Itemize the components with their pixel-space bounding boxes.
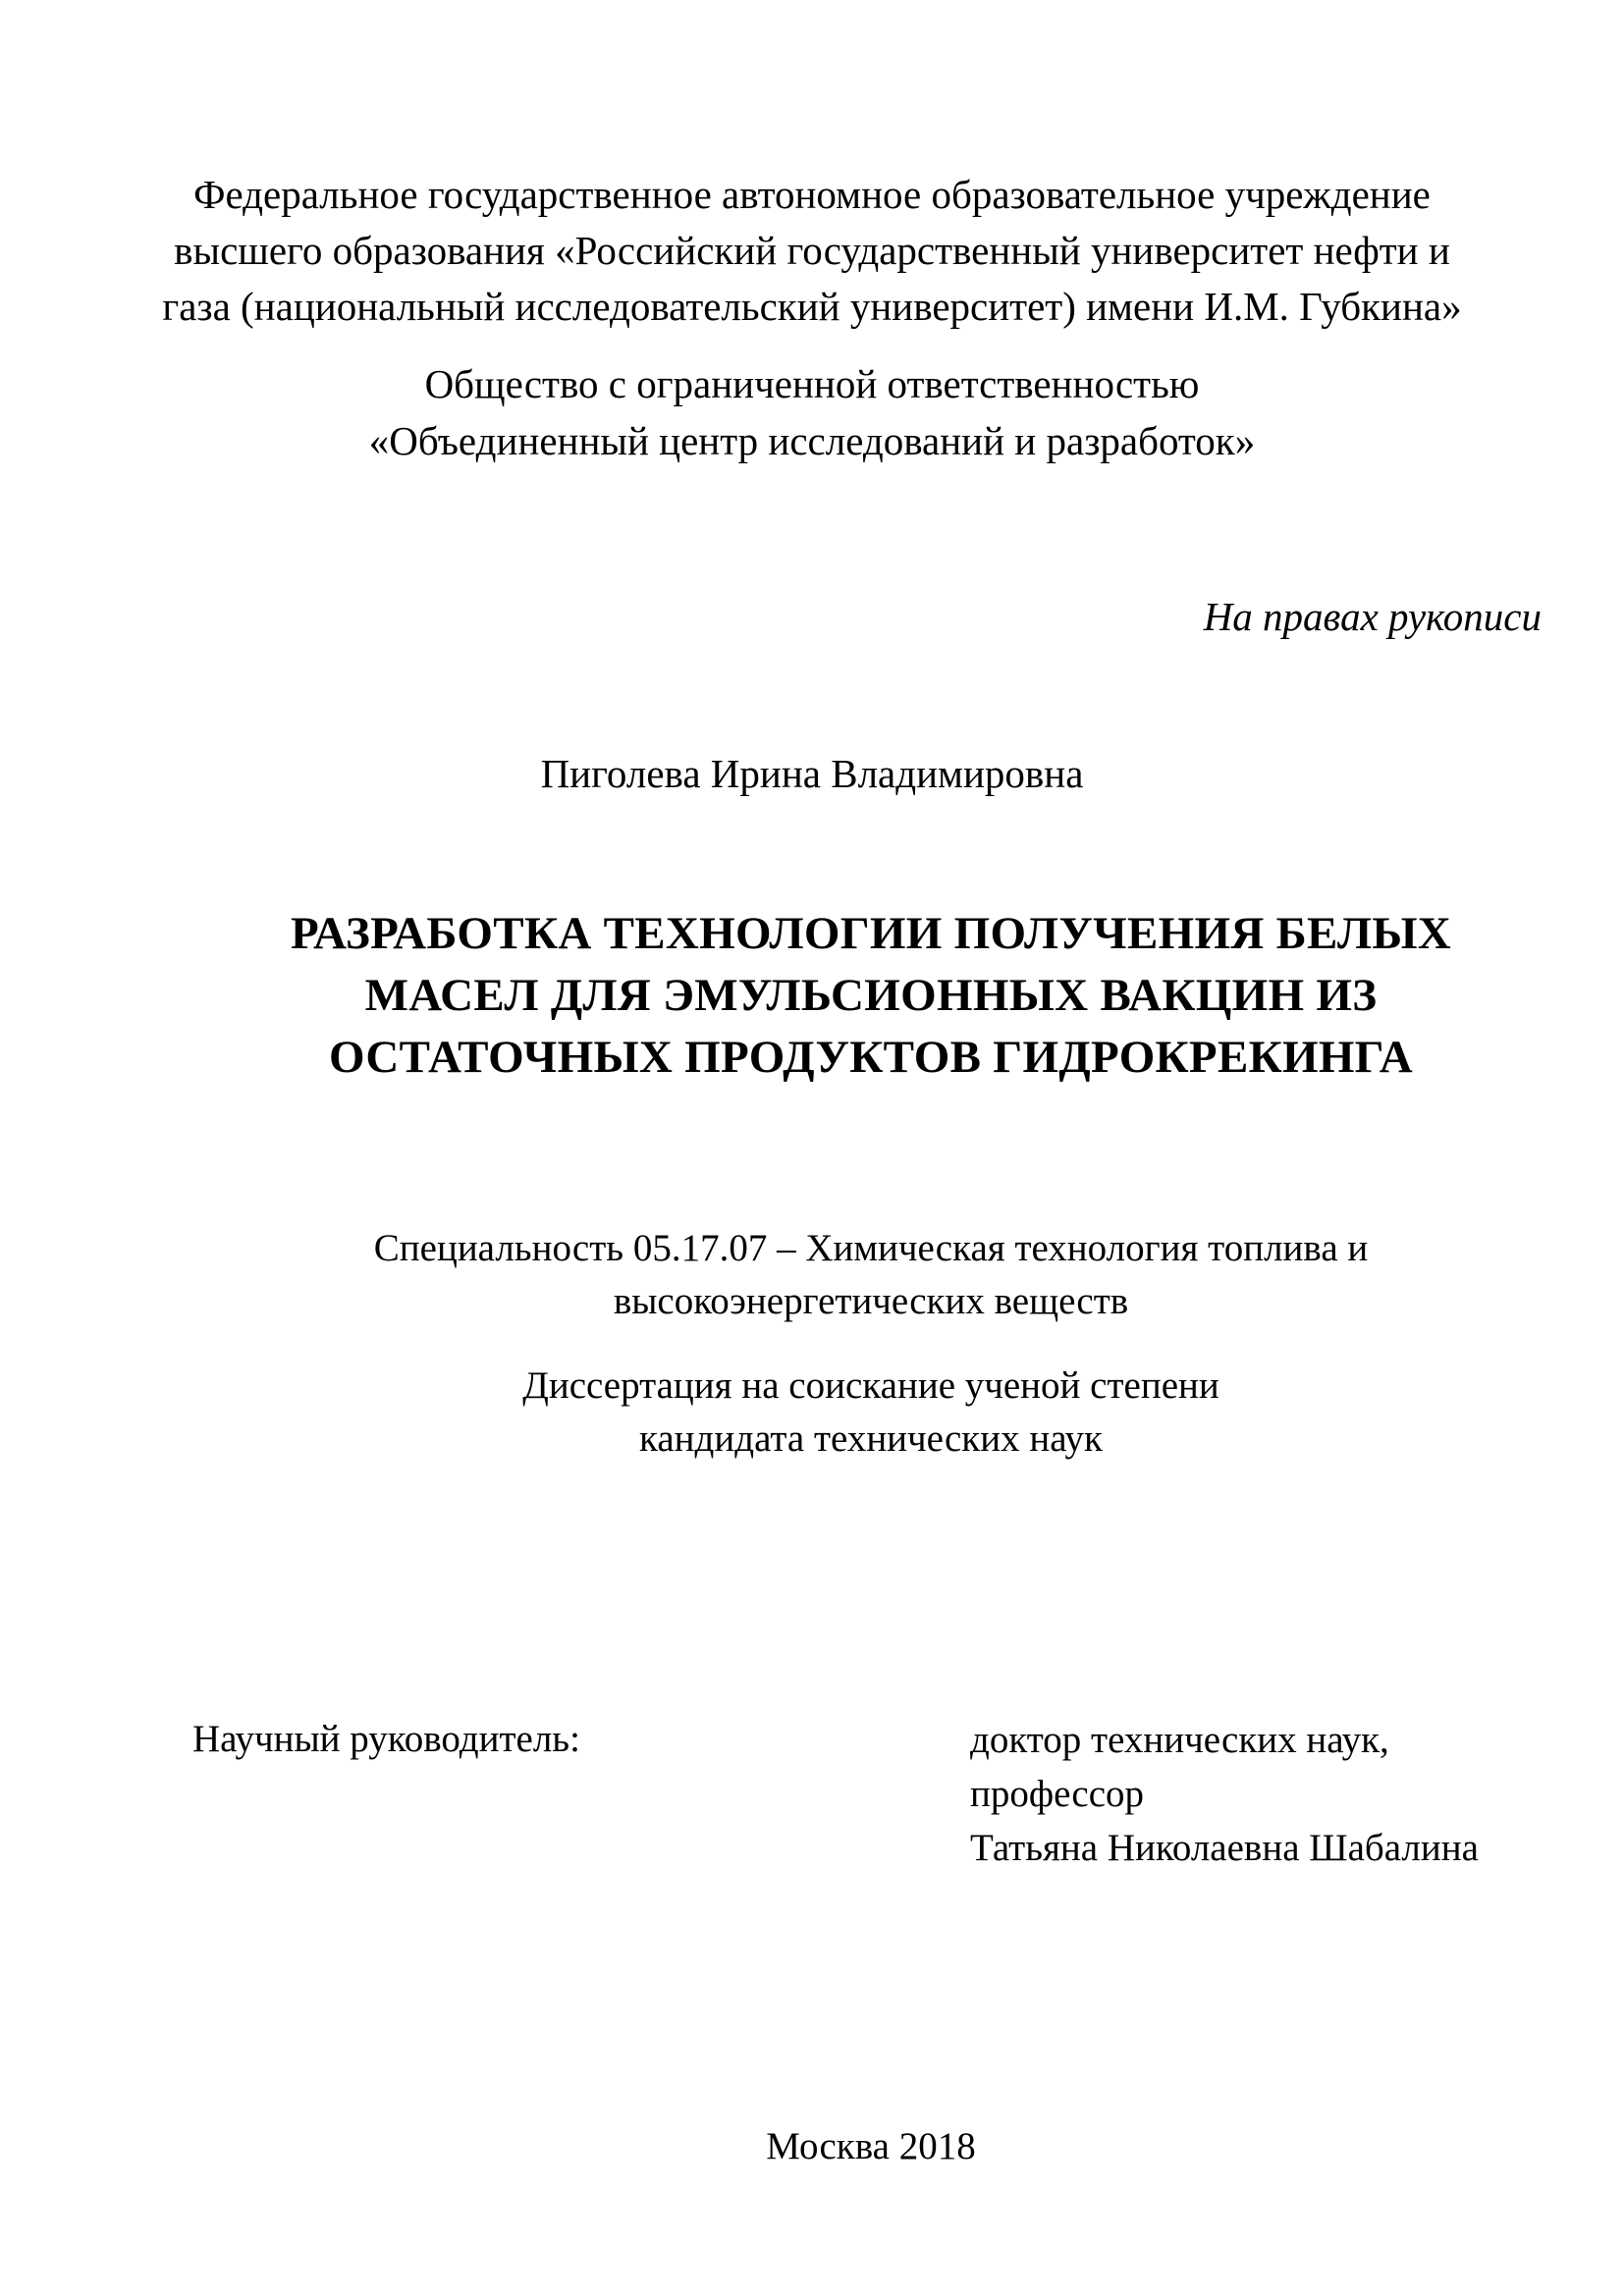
specialty-line: высокоэнергетических веществ: [613, 1280, 1129, 1322]
supervisor-label: Научный руководитель:: [192, 1718, 580, 1760]
university-line: высшего образования «Российский государственный университет нефти и: [174, 228, 1450, 273]
manuscript-note: На правах рукописи: [1203, 594, 1542, 639]
dissertation-title: [59, 903, 1624, 1089]
title-line: ОСТАТОЧНЫХ ПРОДУКТОВ ГИДРОКРЕКИНГА: [328, 1032, 1414, 1083]
supervisor-name: Татьяна Николаевна Шабалина: [970, 1827, 1479, 1869]
company-name: [0, 355, 1624, 469]
company-line: «Объединенный центр исследований и разработок»: [368, 418, 1256, 463]
supervisor-degree: доктор технических наук,: [970, 1719, 1389, 1761]
degree-statement: [59, 1360, 1624, 1466]
place-and-year: Москва 2018: [766, 2125, 976, 2167]
specialty-line: Специальность 05.17.07 – Химическая технология топлива и: [373, 1227, 1369, 1269]
university-line: газа (национальный исследовательский университет) имени И.М. Губкина»: [162, 284, 1462, 329]
title-line: РАЗРАБОТКА ТЕХНОЛОГИИ ПОЛУЧЕНИЯ БЕЛЫХ: [290, 908, 1452, 959]
degree-line: Диссертация на соискание ученой степени: [522, 1364, 1219, 1407]
author-name: Пиголева Ирина Владимировна: [540, 751, 1084, 796]
university-name: [0, 167, 1624, 335]
degree-line: кандидата технических наук: [639, 1417, 1103, 1460]
specialty: [59, 1222, 1624, 1328]
university-line: Федеральное государственное автономное образовательное учреждение: [193, 172, 1431, 217]
company-line: Общество с ограниченной ответственностью: [424, 361, 1200, 406]
supervisor-rank: профессор: [970, 1773, 1145, 1815]
supervisor-info: [970, 1713, 1479, 1875]
title-line: МАСЕЛ ДЛЯ ЭМУЛЬСИОННЫХ ВАКЦИН ИЗ: [364, 970, 1378, 1021]
